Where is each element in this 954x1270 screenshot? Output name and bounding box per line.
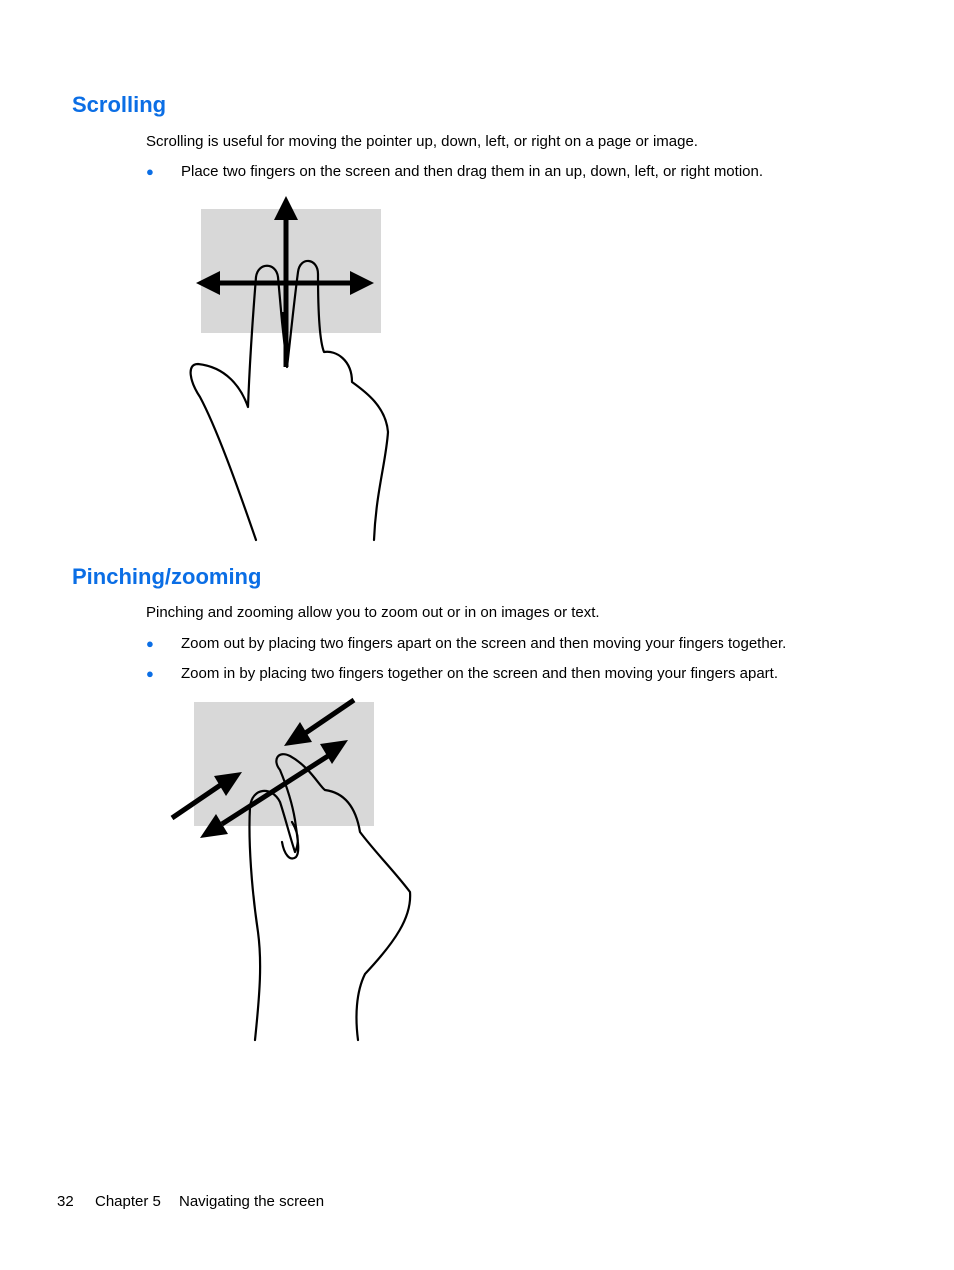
bullet-text: Zoom out by placing two fingers apart on the screen and then moving your fingers together. xyxy=(181,635,787,652)
bullet-icon: ● xyxy=(146,666,154,681)
arrow-up-icon xyxy=(274,196,298,220)
bullet-icon: ● xyxy=(146,636,154,651)
bullet-icon: ● xyxy=(146,164,154,179)
section-heading-scrolling: Scrolling xyxy=(72,92,167,117)
touchpad-area xyxy=(194,702,374,826)
pinch-zoom-gesture-icon xyxy=(160,692,420,1048)
scrolling-intro: Scrolling is useful for moving the pointer up, down, left, or right on a page or image. xyxy=(146,133,698,150)
two-finger-scroll-gesture-icon xyxy=(186,192,392,544)
section-heading-pinching-zooming: Pinching/zooming xyxy=(72,564,262,589)
footer-chapter-title: Navigating the screen xyxy=(179,1193,325,1210)
footer-chapter: Chapter 5 xyxy=(95,1193,161,1210)
pinching-intro: Pinching and zooming allow you to zoom out or in on images or text. xyxy=(146,604,600,621)
page-footer xyxy=(57,1192,324,1212)
bullet-text: Place two fingers on the screen and then drag them in an up, down, left, or right motion. xyxy=(181,163,764,180)
bullet-text: Zoom in by placing two fingers together on the screen and then moving your fingers apart. xyxy=(181,665,779,682)
touchpad-area xyxy=(201,209,381,333)
page-number: 32 xyxy=(57,1193,74,1210)
